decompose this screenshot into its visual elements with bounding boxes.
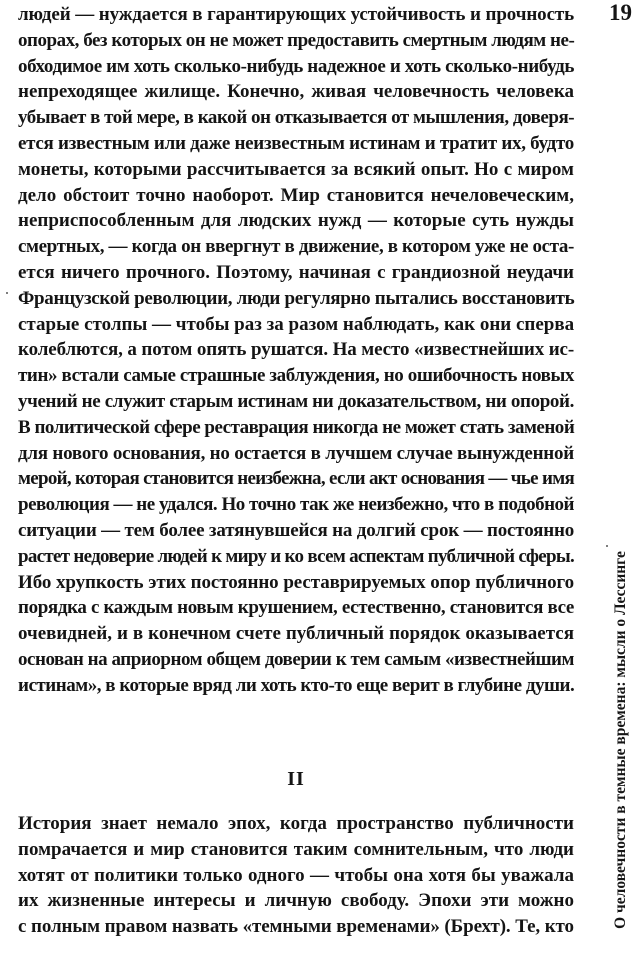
text-line: мерой, которая становится неизбежна, если акт основания — чье имя bbox=[18, 468, 575, 490]
text-line: непреходящее жилище. Конечно, живая человечность человека bbox=[18, 81, 574, 103]
text-line: людей — нуждается в гарантирующих устойчивость и прочность bbox=[18, 4, 575, 25]
text-line: для нового основания, но остается в лучшем случае вынужденной bbox=[18, 442, 574, 464]
page-number: 19 bbox=[609, 0, 632, 25]
text-line: колеблются, а потом опять рушатся. На место «известнейших ис- bbox=[18, 339, 575, 361]
scan-speck bbox=[6, 292, 8, 294]
text-line: дело обстоит точно наоборот. Мир становится нечеловеческим, bbox=[18, 184, 574, 206]
text-line: учений не служит старым истинам ни доказательством, ни опорой. bbox=[18, 390, 574, 412]
text-line: ситуации — тем более затянувшейся на долгий срок — постоянно bbox=[18, 519, 575, 541]
paragraph-continued bbox=[18, 2, 574, 699]
text-line: с полным правом назвать «темными временами» (Брехт). Те, кто bbox=[18, 916, 574, 938]
text-line: истинам», в которые вряд ли хоть кто-то еще верит в глубине души. bbox=[18, 674, 575, 696]
text-line: основан на априорном общем доверии к тем самым «известнейшим bbox=[18, 648, 574, 670]
text-line: обходимое им хоть сколько-нибудь надежное и хоть сколько-нибудь bbox=[18, 55, 574, 77]
text-line: старые столпы — чтобы раз за разом наблюдать, как они сперва bbox=[18, 313, 575, 335]
text-line: очевидней, и в конечном счете публичный порядок оказывается bbox=[18, 623, 574, 645]
text-line: их жизненные интересы и личную свободу. Эпохи эти можно bbox=[18, 890, 574, 912]
text-line: хотят от политики только одного — чтобы она хотя бы уважала bbox=[18, 864, 574, 886]
text-line: монеты, которыми рассчитывается за всякий опыт. Но с миром bbox=[18, 158, 574, 180]
section-heading: II bbox=[287, 768, 305, 790]
text-line: В политической сфере реставрация никогда не может стать заменой bbox=[18, 416, 575, 438]
text-line: революция — не удался. Но точно так же неизбежно, что в подобной bbox=[18, 494, 574, 516]
text-line: убывает в той мере, в какой он отказывается от мышления, доверя- bbox=[18, 107, 575, 129]
running-head: О человечности в темные времена: мысли о Лессинге bbox=[612, 551, 629, 929]
text-line: неприспособленным для людских нужд — которые суть нужды bbox=[18, 210, 574, 232]
text-line: Французской революции, люди регулярно пытались восстановить bbox=[18, 287, 575, 309]
text-line: тин» встали самые страшные заблуждения, но ошибочность новых bbox=[18, 365, 574, 387]
text-line: Ибо хрупкость этих постоянно реставрируемых опор публичного bbox=[18, 571, 574, 593]
text-line: растет недоверие людей к миру и ко всем аспектам публичной сферы. bbox=[18, 545, 575, 567]
text-line: помрачается и мир становится таким сомнительным, что люди bbox=[18, 838, 574, 860]
text-line: ется ничего прочного. Поэтому, начиная с грандиозной неудачи bbox=[18, 261, 574, 283]
scan-speck bbox=[606, 545, 608, 547]
text-line: опорах, без которых он не может предоставить смертным людям не- bbox=[18, 29, 575, 51]
paragraph-section-ii bbox=[18, 811, 574, 940]
text-line: порядка с каждым новым крушением, естественно, становится все bbox=[18, 597, 574, 619]
text-line: История знает немало эпох, когда пространство публичности bbox=[18, 813, 574, 834]
text-line: смертных, — когда он ввергнут в движение, в котором уже не оста- bbox=[18, 236, 574, 258]
text-line: ется известным или даже неизвестным истинам и тратит их, будто bbox=[18, 132, 574, 154]
